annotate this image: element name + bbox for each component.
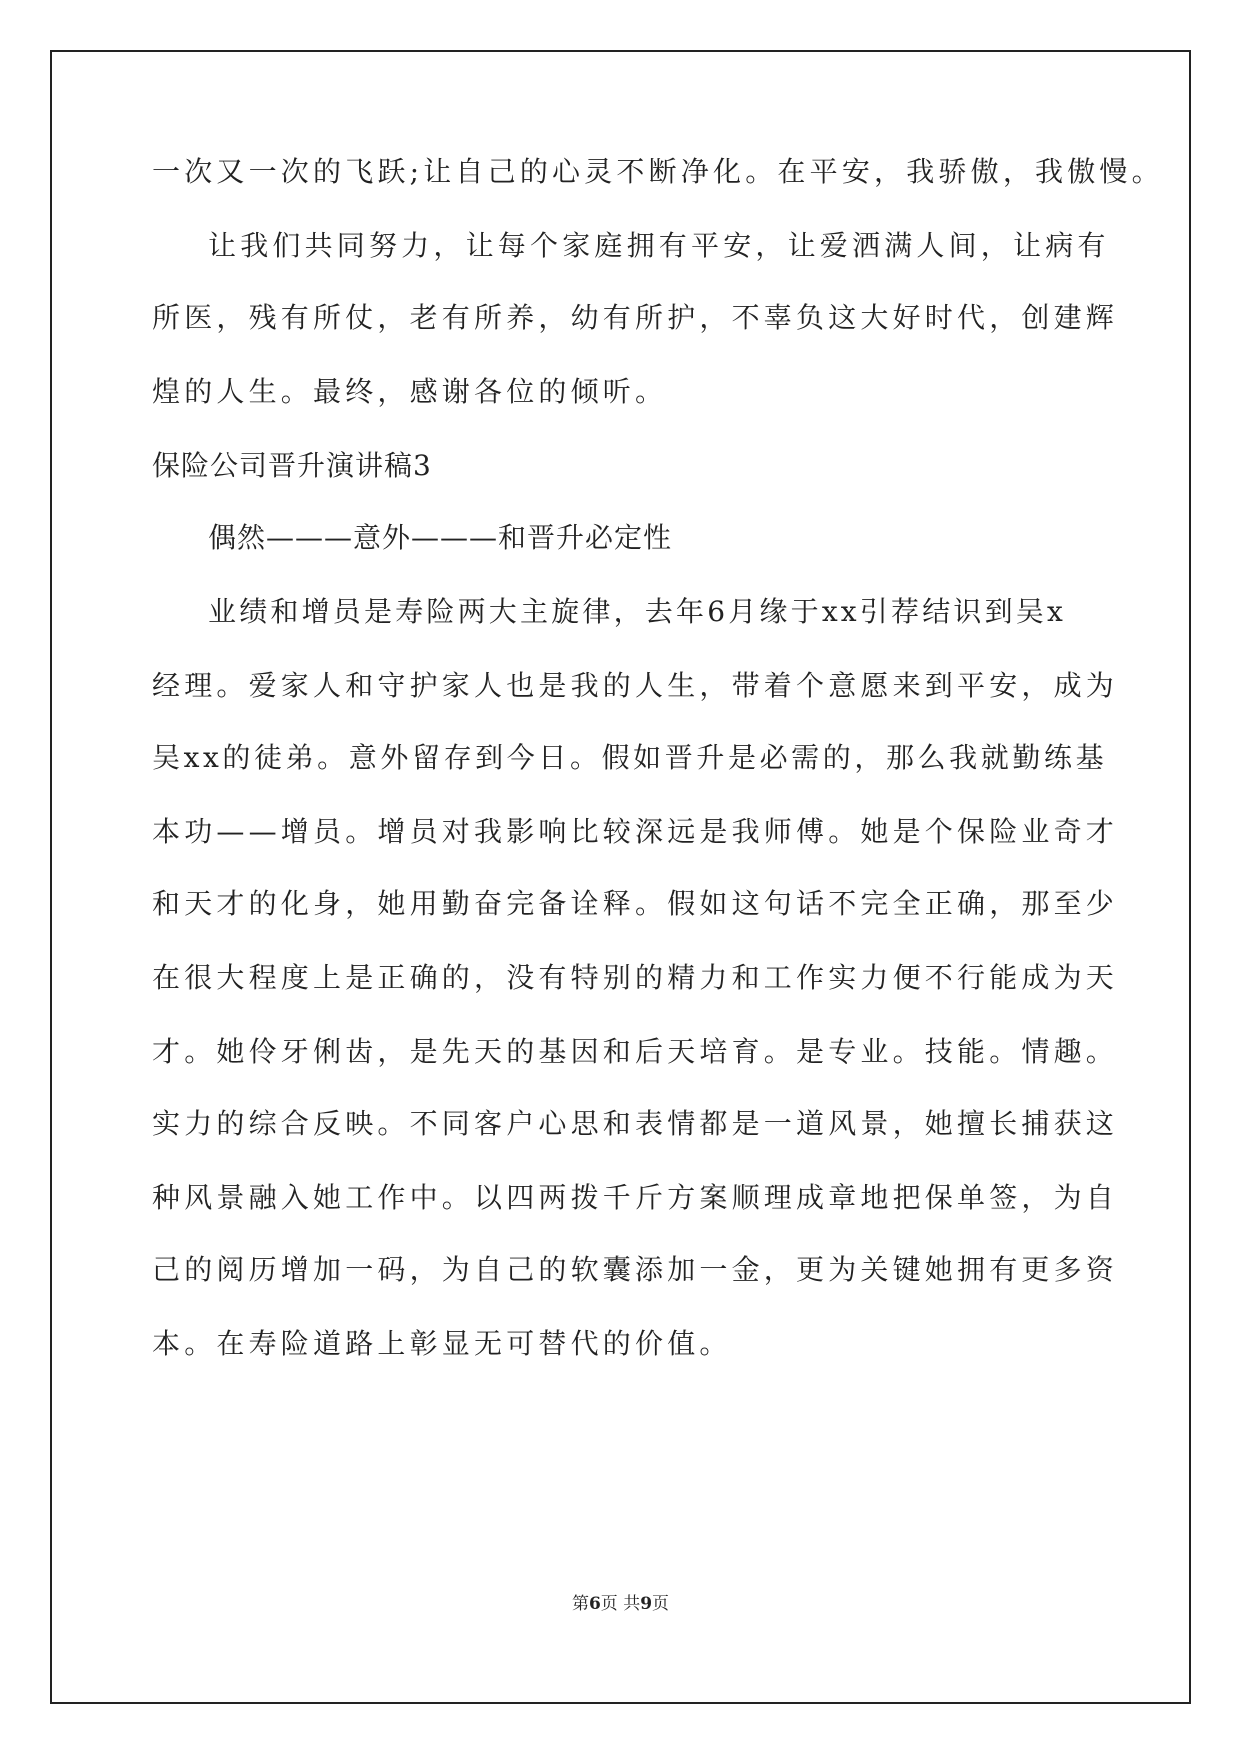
footer-mid: 页 共	[600, 1594, 641, 1614]
paragraph-line: 己的阅历增加一码，为自己的软囊添加一金，更为关键她拥有更多资	[152, 1253, 1119, 1286]
paragraph-line: 经理。爱家人和守护家人也是我的人生，带着个意愿来到平安，成为	[152, 669, 1119, 702]
paragraph-line: 本。在寿险道路上彰显无可替代的价值。	[152, 1327, 732, 1360]
footer-suffix: 页	[652, 1594, 670, 1614]
footer-prefix: 第	[571, 1594, 589, 1614]
paragraph-line: 种风景融入她工作中。以四两拨千斤方案顺理成章地把保单签，为自	[152, 1181, 1119, 1214]
paragraph-line: 一次又一次的飞跃;让自己的心灵不断净化。在平安，我骄傲，我傲慢。	[152, 155, 1164, 188]
current-page-number: 6	[588, 1594, 601, 1614]
paragraph-line: 所医，残有所仗，老有所养，幼有所护，不辜负这大好时代，创建辉	[152, 301, 1119, 334]
page-footer	[0, 1592, 1241, 1616]
paragraph-line: 和天才的化身，她用勤奋完备诠释。假如这句话不完全正确，那至少	[152, 887, 1119, 920]
subheading-line: 偶然———意外———和晋升必定性	[208, 521, 673, 554]
paragraph-line: 本功——增员。增员对我影响比较深远是我师傅。她是个保险业奇才	[152, 815, 1119, 848]
paragraph-line: 业绩和增员是寿险两大主旋律，去年6月缘于xx引荐结识到吴x	[208, 595, 1066, 628]
paragraph-line: 实力的综合反映。不同客户心思和表情都是一道风景，她擅长捕获这	[152, 1107, 1119, 1140]
total-page-number: 9	[640, 1594, 653, 1614]
paragraph-line: 让我们共同努力，让每个家庭拥有平安，让爱洒满人间，让病有	[208, 229, 1110, 262]
paragraph-line: 在很大程度上是正确的，没有特别的精力和工作实力便不行能成为天	[152, 961, 1119, 994]
paragraph-line: 吴xx的徒弟。意外留存到今日。假如晋升是必需的，那么我就勤练基	[152, 741, 1108, 774]
section-heading: 保险公司晋升演讲稿3	[152, 449, 432, 482]
paragraph-line: 才。她伶牙俐齿，是先天的基因和后天培育。是专业。技能。情趣。	[152, 1035, 1119, 1068]
paragraph-line: 煌的人生。最终，感谢各位的倾听。	[152, 375, 668, 408]
